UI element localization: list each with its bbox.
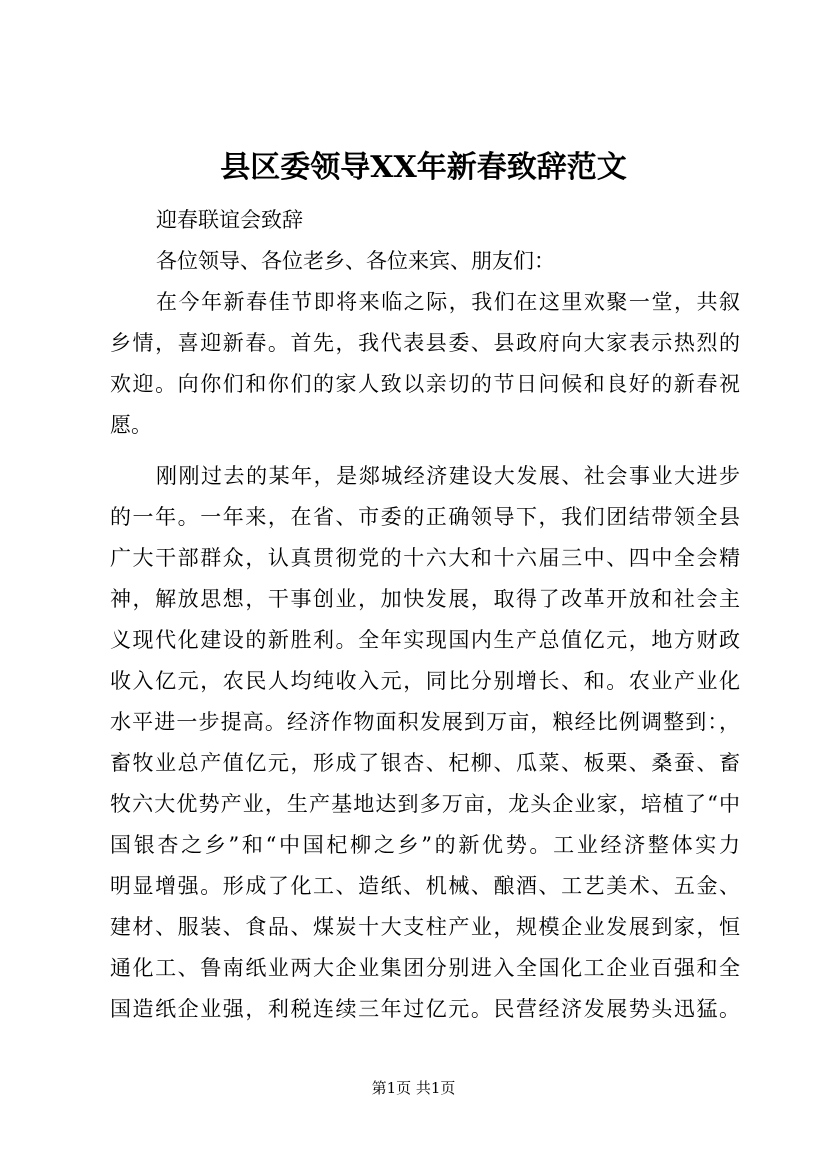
paragraph-line: 建材、服装、食品、煤炭十大支柱产业，规模企业发展到家，恒	[110, 915, 740, 939]
paragraph-line: 畜牧业总产值亿元，形成了银杏、杞柳、瓜菜、板栗、桑蚕、畜	[110, 751, 740, 775]
paragraph-line: 广大干部群众，认真贯彻党的十六大和十六届三中、四中全会精	[110, 546, 740, 570]
paragraph-line: 的一年。一年来，在省、市委的正确领导下，我们团结带领全县	[110, 505, 740, 529]
paragraph-line: 通化工、鲁南纸业两大企业集团分别进入全国化工企业百强和全	[110, 956, 740, 980]
paragraph-line: 收入亿元，农民人均纯收入元，同比分别增长、和。农业产业化	[110, 669, 740, 693]
paragraph-line: 刚刚过去的某年，是郯城经济建设大发展、社会事业大进步	[156, 464, 740, 488]
paragraph-line: 国银杏之乡”和“中国杞柳之乡”的新优势。工业经济整体实力	[110, 833, 740, 857]
paragraph-line: 国造纸企业强，利税连续三年过亿元。民营经济发展势头迅猛。	[110, 997, 740, 1021]
salutation: 各位领导、各位老乡、各位来宾、朋友们：	[156, 249, 555, 273]
paragraph-line: 明显增强。形成了化工、造纸、机械、酿酒、工艺美术、五金、	[110, 874, 740, 898]
section-heading: 迎春联谊会致辞	[156, 208, 303, 232]
paragraph-line: 愿。	[110, 413, 152, 437]
paragraph-line: 牧六大优势产业，生产基地达到多万亩，龙头企业家，培植了“中	[110, 792, 740, 816]
paragraph-line: 在今年新春佳节即将来临之际，我们在这里欢聚一堂，共叙	[156, 290, 740, 314]
document-title: 县区委领导XX年新春致辞范文	[220, 150, 627, 185]
paragraph-line: 乡情，喜迎新春。首先，我代表县委、县政府向大家表示热烈的	[110, 331, 740, 355]
paragraph-line: 水平进一步提高。经济作物面积发展到万亩，粮经比例调整到：，	[110, 710, 740, 734]
paragraph-line: 欢迎。向你们和你们的家人致以亲切的节日问候和良好的新春祝	[110, 372, 740, 396]
page-number-footer: 第1页 共1页	[371, 1079, 456, 1097]
paragraph-line: 神，解放思想，干事创业，加快发展，取得了改革开放和社会主	[110, 587, 740, 611]
document-body	[110, 200, 740, 1030]
paragraph-line: 义现代化建设的新胜利。全年实现国内生产总值亿元，地方财政	[110, 628, 740, 652]
